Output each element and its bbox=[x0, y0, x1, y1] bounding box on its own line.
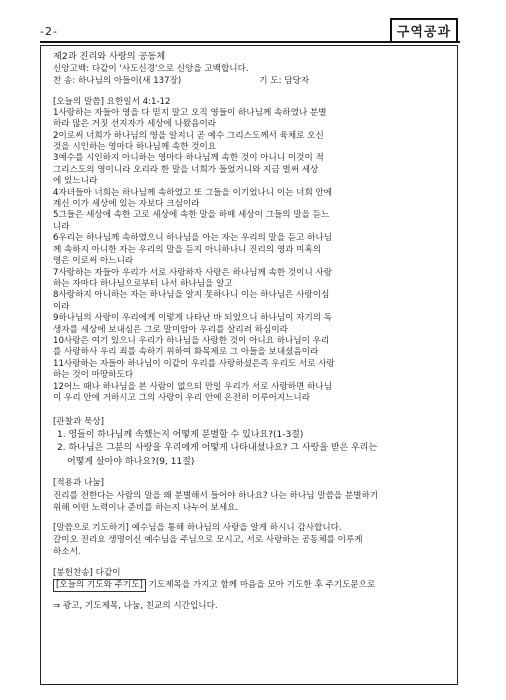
verse-line: 생자를 세상에 보내심은 그로 말미암아 우리를 살리려 하심이라 bbox=[53, 324, 288, 335]
verse-line: 것을 시인하는 영마다 하나님께 속한 것이요 bbox=[53, 142, 217, 153]
verse-line: 그리스도의 영이니라 오리라 한 말을 너희가 들었거니와 지금 벌써 세상 bbox=[53, 164, 319, 175]
verse-line: 하라 많은 거짓 선지자가 세상에 나왔음이라 bbox=[53, 119, 217, 130]
closing-prayer-text: 기도제목을 가지고 함께 마음을 모아 기도한 후 주기도문으로 bbox=[145, 579, 376, 590]
verse-line: 4자녀들아 너희는 하나님께 속하였고 또 그들을 이기었나니 이는 너희 안에 bbox=[53, 187, 333, 198]
verse-line: 계신 이가 세상에 있는 자보다 크심이라 bbox=[53, 199, 200, 210]
verse-line: 1사랑하는 자들아 영을 다 믿지 말고 오직 영들이 하나님께 속하였나 분별 bbox=[53, 107, 327, 118]
verse-line: 이라 bbox=[53, 301, 70, 312]
question-1: 1. 영들이 하나님께 속했는지 어떻게 분별할 수 있나요?(1-3절) bbox=[57, 429, 304, 440]
verse-line: 하는 것이 마땅하도다 bbox=[53, 370, 134, 381]
question-2: 2. 하나님은 그분의 사랑을 우리에게 어떻게 나타내셨나요? 그 사랑을 받은 우리는 bbox=[57, 443, 378, 454]
page-number: -2- bbox=[40, 25, 58, 38]
reading-heading: [오늘의 말씀] 요한일서 4:1-12 bbox=[53, 96, 171, 107]
verse-line: 12어느 때나 하나님을 본 사람이 없으되 만일 우리가 서로 사랑하면 하나님 bbox=[53, 381, 332, 392]
prayer-with-word-label: [말씀으로 기도하기] bbox=[53, 522, 129, 533]
application-text-continued: 위해 어떤 노력이나 준비를 하는지 나누어 보세요. bbox=[53, 502, 239, 513]
closing-prayer-row bbox=[53, 579, 449, 592]
prayer-with-word-line-2: 갈이오 진리요 생명이신 예수님을 주님으로 모시고, 서로 사랑하는 공동체를 이루게 bbox=[53, 535, 363, 546]
observation-heading: [관찰과 묵상] bbox=[53, 417, 104, 428]
application-text: 진리를 전한다는 사람의 말을 왜 분별해서 들어야 하나요? 나는 하나님 말씀을 분별하기 bbox=[53, 490, 379, 501]
lesson-frame bbox=[40, 45, 458, 685]
verse-line: 이 우리 안에 거하시고 그의 사랑이 우리 안에 온전히 이루어지느니라 bbox=[53, 392, 311, 403]
scripture-passage bbox=[53, 108, 449, 405]
hymn-prayer-row bbox=[53, 75, 449, 87]
hymn-line: 찬 송: 하나님의 아들이(새 137장) bbox=[53, 76, 182, 87]
verse-line: 께 속하지 아니한 자는 우리의 말을 듣지 아니하나니 진리의 영과 미혹의 bbox=[53, 244, 322, 255]
verse-line: 3예수를 시인하지 아니하는 영마다 하나님께 속한 것이 아니니 이것이 적 bbox=[53, 153, 324, 164]
footer-note: ⇒ 광고, 기도제목, 나눔, 친교의 시간입니다. bbox=[53, 600, 218, 611]
section-badge: 구역공과 bbox=[390, 18, 458, 43]
prayer-with-word bbox=[53, 522, 449, 534]
verse-line: 10사랑은 여기 있으니 우리가 하나님을 사랑한 것이 아니요 하나님이 우리 bbox=[53, 335, 330, 346]
prayer-with-word-line-3: 하소서. bbox=[53, 547, 81, 558]
verse-line: 영은 이로써 아느니라 bbox=[53, 256, 134, 267]
closing-prayer-label: [오늘의 기도와 주기도] bbox=[53, 579, 146, 592]
verse-line: 2이로써 너희가 하나님의 영을 알지니 곧 예수 그리스도께서 육체로 오신 bbox=[53, 130, 324, 141]
verse-line: 에 있느니라 bbox=[53, 176, 98, 187]
verse-line: 11사랑하는 자들아 하나님이 이같이 우리를 사랑하셨은즉 우리도 서로 사랑 bbox=[53, 358, 335, 369]
verse-line: 를 사랑하사 우리 죄를 속하기 위하여 화목제로 그 아들을 보내셨음이라 bbox=[53, 347, 319, 358]
question-2-continued: 어떻게 살아야 하나요?(9, 11절) bbox=[67, 456, 195, 467]
creed-line: 신앙고백: 다같이 '사도신경'으로 신앙을 고백합니다. bbox=[53, 64, 249, 75]
offering-hymn-value: 다같이 bbox=[92, 567, 121, 578]
offering-hymn-label: [봉헌찬송] bbox=[53, 567, 93, 578]
prayer-with-word-text: 예수님을 통해 하나님의 사랑을 알게 하시니 감사합니다. bbox=[128, 522, 342, 533]
verse-line: 8사랑하지 아니하는 자는 하나님을 알지 못하나니 이는 하나님은 사랑이심 bbox=[53, 290, 330, 301]
lesson-title: 제2과 진리와 사랑의 공동체 bbox=[53, 51, 166, 62]
verse-line: 니라 bbox=[53, 221, 70, 232]
header-rule bbox=[40, 41, 460, 43]
verse-line: 5그들은 세상에 속한 고로 세상에 속한 말을 하매 세상이 그들의 말을 듣느 bbox=[53, 210, 330, 221]
prayer-line: 기 도: 담당자 bbox=[259, 76, 310, 87]
verse-line: 7사랑하는 자들아 우리가 서로 사랑하자 사랑은 하나님께 속한 것이니 사랑 bbox=[53, 267, 333, 278]
verse-line: 하는 자마다 하나님으로부터 나서 하나님을 알고 bbox=[53, 278, 233, 289]
verse-line: 6우리는 하나님께 속하였으니 하나님을 아는 자는 우리의 말을 듣고 하나님 bbox=[53, 233, 333, 244]
verse-line: 9하나님의 사랑이 우리에게 이렇게 나타난 바 되었으니 하나님이 자기의 독 bbox=[53, 313, 333, 324]
application-heading: [적용과 나눔] bbox=[53, 478, 104, 489]
offering-hymn-row bbox=[53, 567, 449, 579]
